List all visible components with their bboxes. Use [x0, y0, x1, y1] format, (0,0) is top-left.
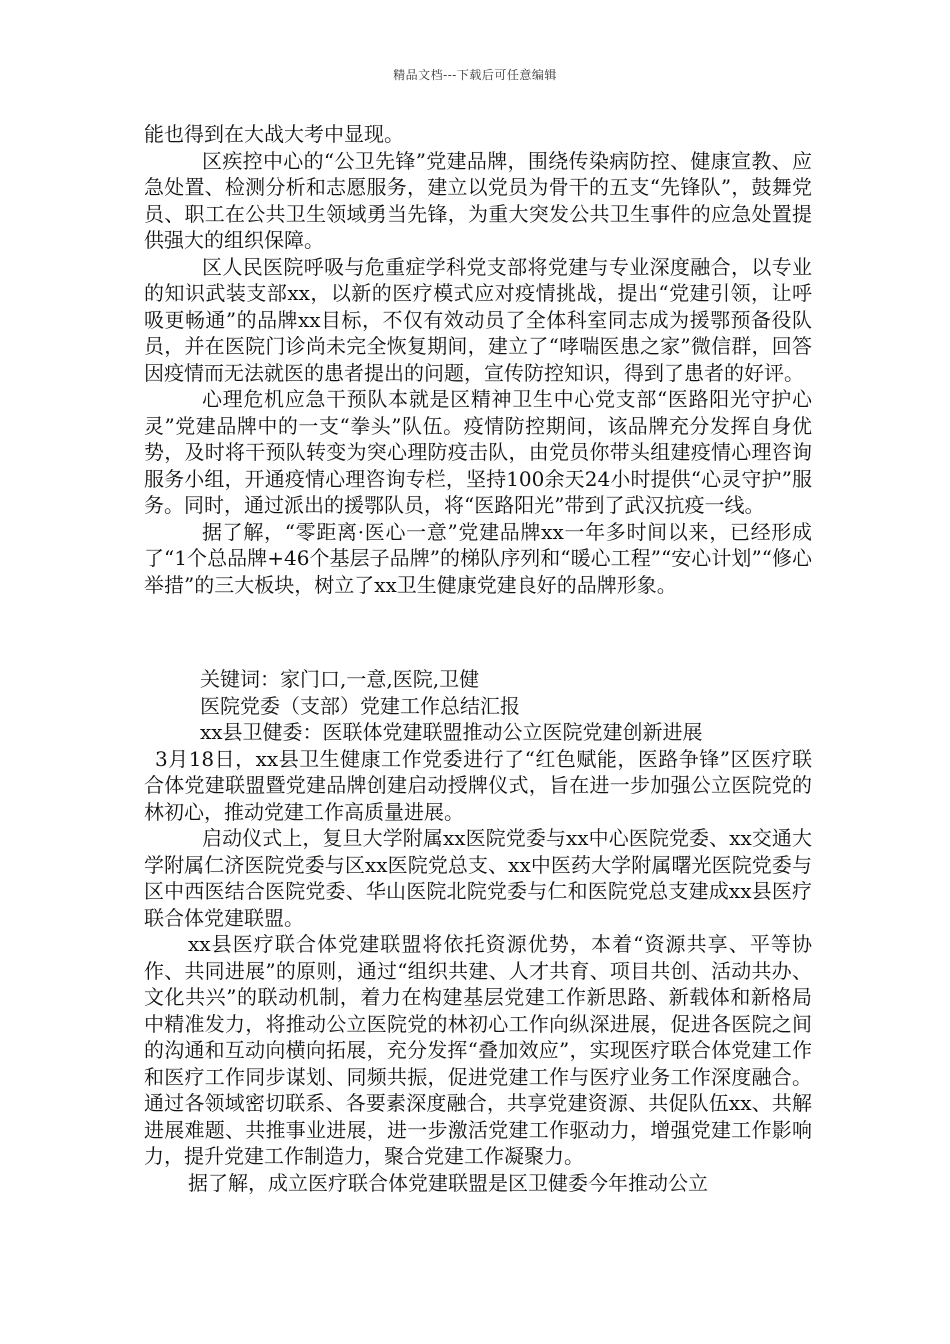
document-body: [144, 121, 812, 1196]
paragraph-ceremony-date: 3月18日，xx县卫生健康工作党委进行了“红色赋能，医路争锋”区医疗联合体党建联盟暨党建品牌创建启动授牌仪式，旨在进一步加强公立医院党的林初心，推动党建工作高质量进展。: [144, 746, 812, 824]
page-header: 精品文档---下载后可任意编辑: [393, 68, 557, 82]
section-gap: [144, 598, 812, 666]
report-title: 医院党委（支部）党建工作总结汇报: [200, 693, 520, 718]
paragraph-brand-summary: 据了解，“零距离·医心一意”党建品牌xx一年多时间以来，已经形成了“1个总品牌+46个基层子品牌”的梯队序列和“暖心工程”“安心计划”“修心举措”的三大板块，树立了xx卫生健康党建良好的品牌形象。: [144, 519, 812, 597]
paragraph-ceremony-partners: 启动仪式上，复旦大学附属xx医院党委与xx中心医院党委、xx交通大学附属仁济医院党委与区xx医院党总支、xx中医药大学附属曙光医院党委与区中西医结合医院党委、华山医院北院党委与仁和医院党总支建成xx县医疗联合体党建联盟。: [144, 826, 812, 930]
keywords-line: 关键词：家门口,一意,医院,卫健: [200, 667, 480, 691]
paragraph-psych-team: 心理危机应急干预队本就是区精神卫生中心党支部“医路阳光守护心灵”党建品牌中的一支“拳头”队伍。疫情防控期间，该品牌充分发挥自身优势，及时将干预队转变为突心理防疫击队，由党员你带头组建疫情心理咨询服务小组，开通疫情心理咨询专栏，坚持100余天24小时提供“心灵守护”服务。同时，通过派出的援鄂队员，将“医路阳光”带到了武汉抗疫一线。: [144, 387, 812, 517]
paragraph-alliance-mechanism: xx县医疗联合体党建联盟将依托资源优势，本着“资源共享、平等协作、共同进展”的原则，通过“组织共建、人才共育、项目共创、活动共办、文化共兴”的联动机制，着力在构建基层党建工作新思路、新载体和新格局中精准发力，将推动公立医院党的林初心工作向纵深进展，促进各医院之间的沟通和互动向横向拓展，充分发挥“叠加效应”，实现医疗联合体党建工作和医疗工作同步谋划、同频共振，促进党建工作与医疗业务工作深度融合。通过各领域密切联系、各要素深度融合，共享党建资源、共促队伍xx、共解进展难题、共推事业进展，进一步激活党建工作驱动力，增强党建工作影响力，提升党建工作制造力，聚合党建工作凝聚力。: [144, 932, 812, 1168]
paragraph-continuation: 能也得到在大战大考中显现。: [144, 122, 404, 146]
paragraph-respiratory-branch: 区人民医院呼吸与危重症学科党支部将党建与专业深度融合，以专业的知识武装支部xx，以新的医疗模式应对疫情挑战，提出“党建引领，让呼吸更畅通”的品牌xx目标，不仅有效动员了全体科室同志成为援鄂预备役队员，并在医院门诊尚未完全恢复期间，建立了“哮喘医患之家”微信群，回答因疫情而无法就医的患者提出的问题，宣传防控知识，得到了患者的好评。: [144, 254, 812, 385]
paragraph-closing: 据了解，成立医疗联合体党建联盟是区卫健委今年推动公立: [188, 1170, 708, 1195]
paragraph-cdc-brand: 区疾控中心的“公卫先锋”党建品牌，围绕传染病防控、健康宣教、应急处置、检测分析和志愿服务，建立以党员为骨干的五支“先锋队”，鼓舞党员、职工在公共卫生领域勇当先锋，为重大突发公共卫生事件的应急处置提供强大的组织保障。: [144, 148, 812, 252]
report-subtitle: xx县卫健委：医联体党建联盟推动公立医院党建创新进展: [200, 720, 703, 744]
